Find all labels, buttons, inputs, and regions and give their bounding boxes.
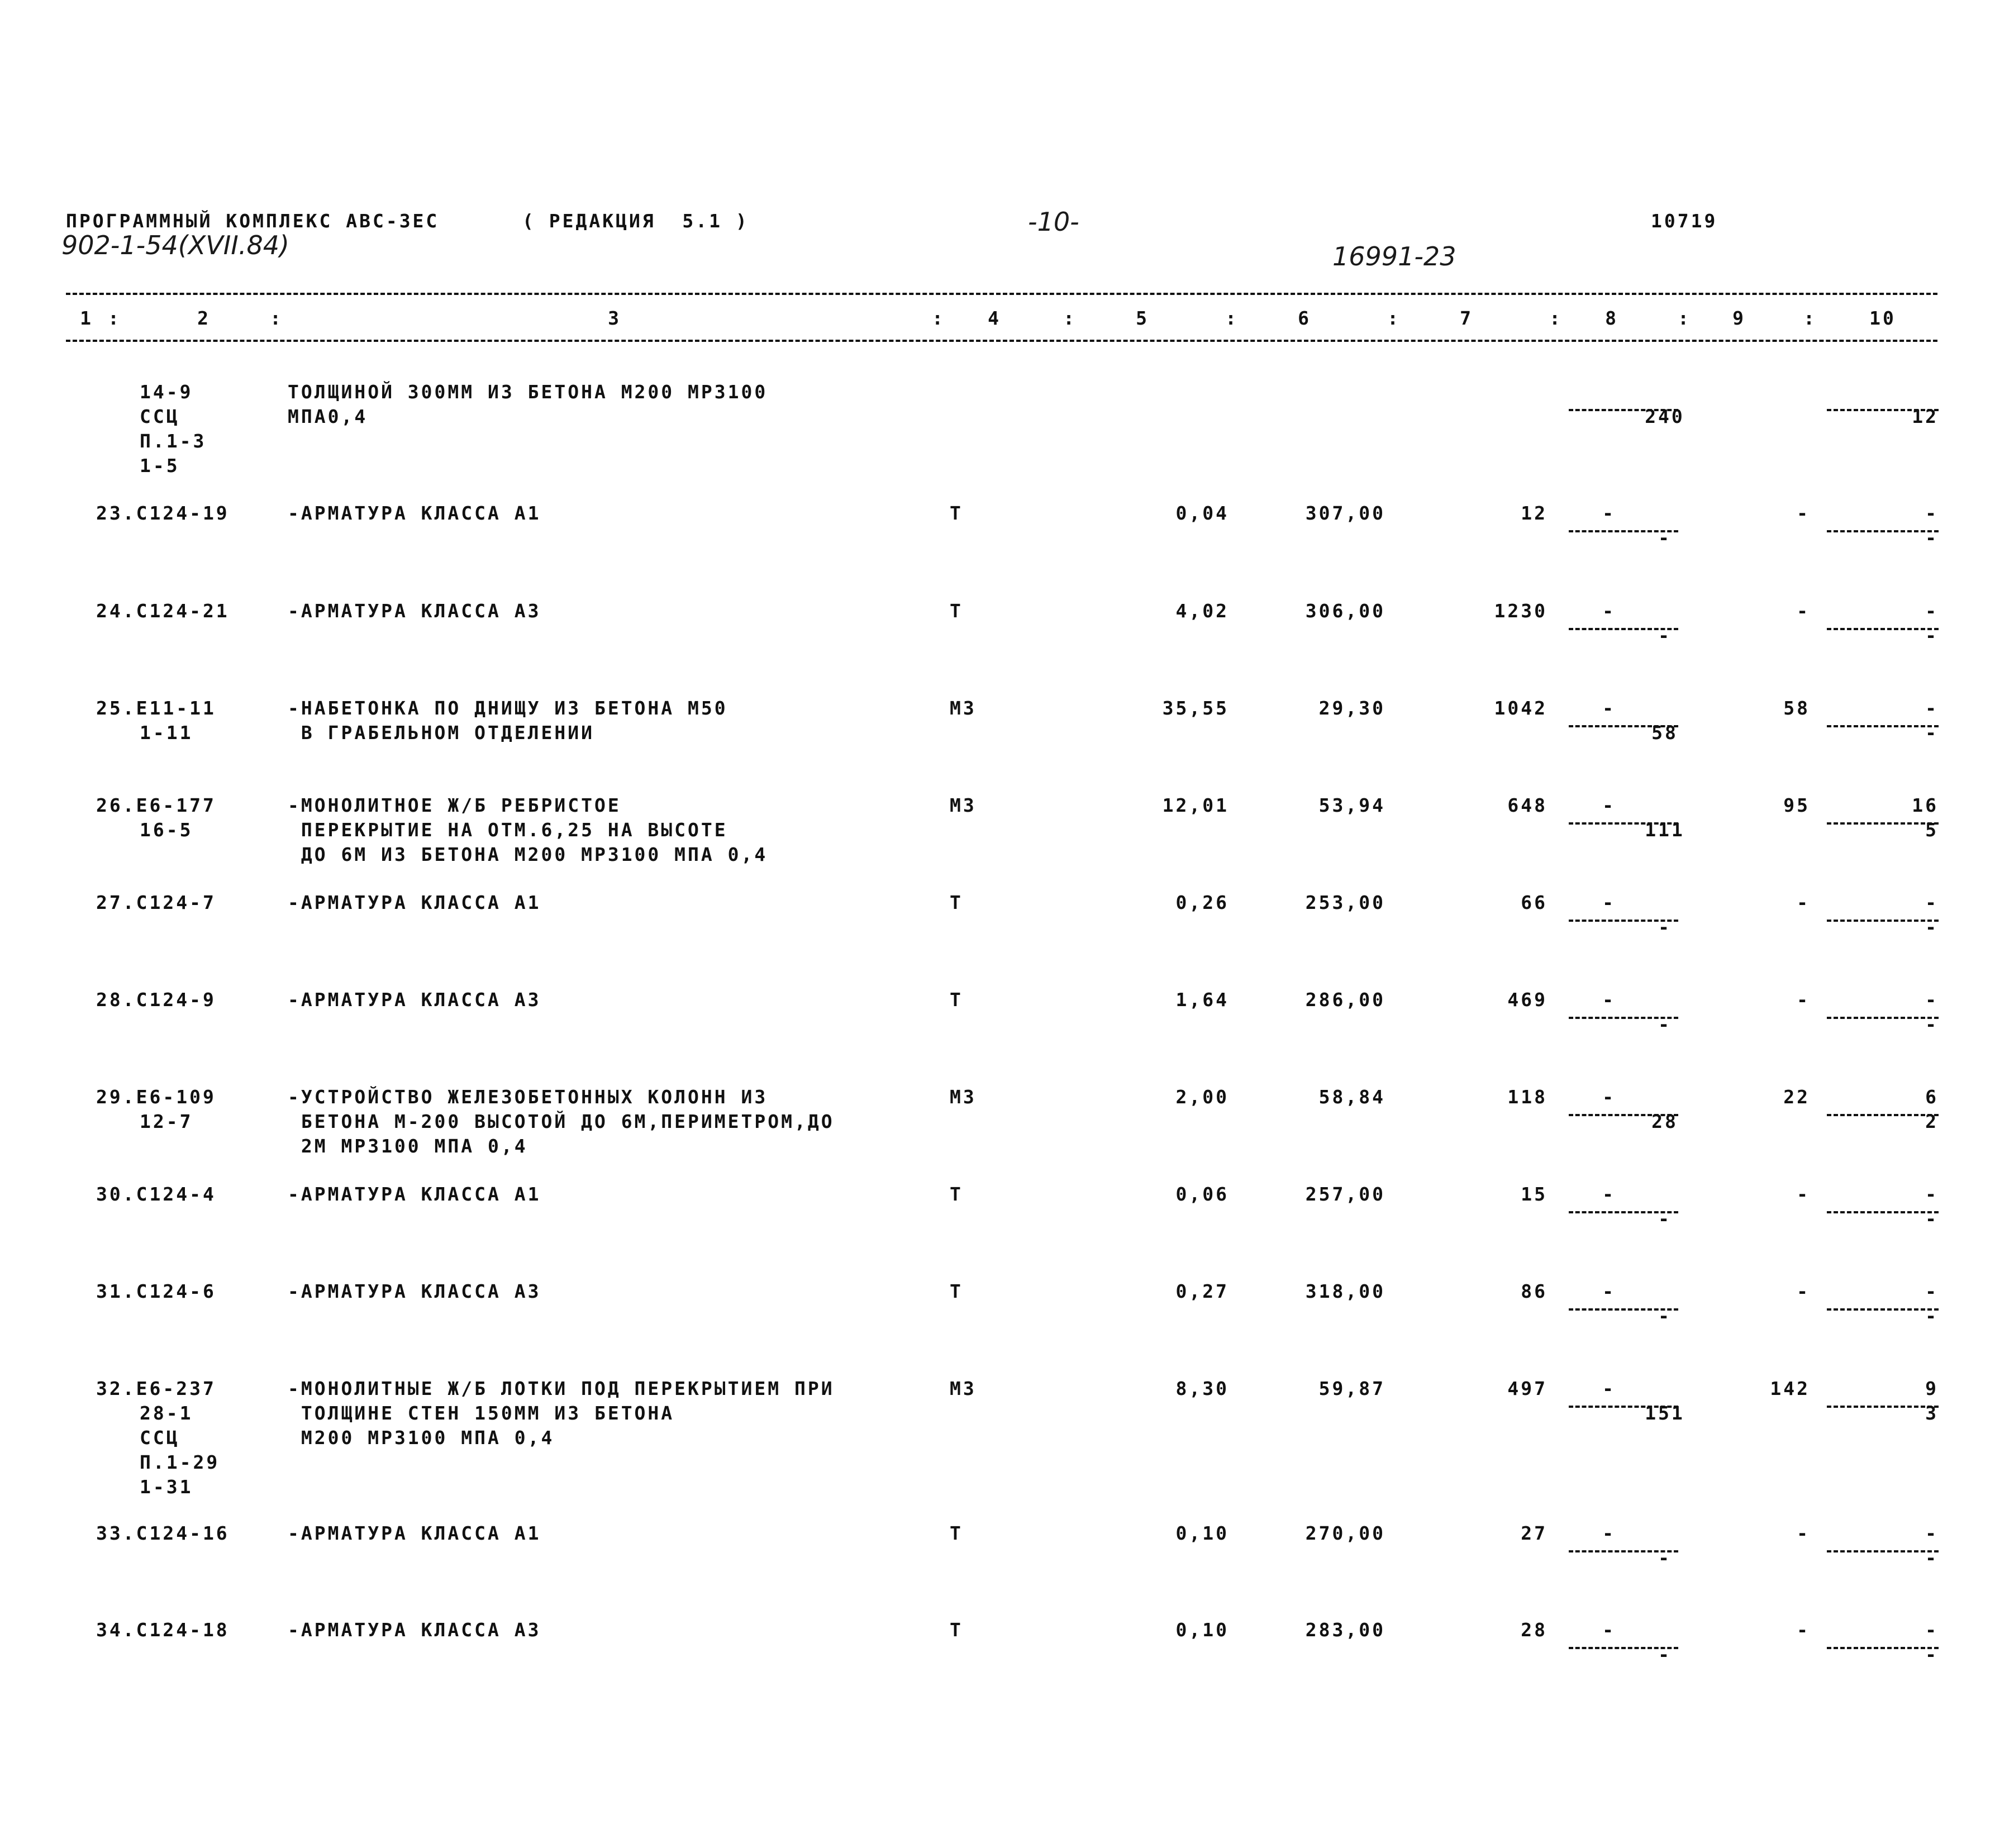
col8-bottom-value: 58: [1651, 722, 1678, 744]
total-cost-cell: 1042: [1494, 697, 1548, 719]
item-code: 25.Е11-11: [96, 697, 216, 719]
item-code: ССЦ: [140, 406, 180, 427]
col8-bottom-value: -: [1658, 1013, 1672, 1035]
total-cost-cell: 497: [1507, 1378, 1548, 1399]
item-description: ТОЛЩИНОЙ 300ММ ИЗ БЕТОНА М200 МРЗ100: [288, 381, 768, 403]
total-cost-cell: 118: [1507, 1086, 1548, 1108]
header-top-rule: [66, 293, 1937, 295]
col9-value: -: [1797, 502, 1810, 524]
col8-bottom-value: 28: [1651, 1111, 1678, 1132]
item-description: -УСТРОЙСТВО ЖЕЛЕЗОБЕТОННЫХ КОЛОНН ИЗ: [288, 1086, 768, 1108]
unit-price-cell: 58,84: [1318, 1086, 1385, 1108]
total-cost-cell: 1230: [1494, 600, 1548, 622]
col10-top-value: 9: [1925, 1378, 1939, 1399]
quantity-cell: 1,64: [1175, 989, 1229, 1011]
col9-value: -: [1797, 1619, 1810, 1641]
column-header-9: 9: [1732, 307, 1746, 329]
item-description: -МОНОЛИТНЫЕ Ж/Б ЛОТКИ ПОД ПЕРЕКРЫТИЕМ ПРИ: [288, 1378, 835, 1399]
item-code: 12-7: [140, 1111, 193, 1132]
item-description: В ГРАБЕЛЬНОМ ОТДЕЛЕНИИ: [288, 722, 594, 744]
col9-value: -: [1797, 1183, 1810, 1205]
unit-cell: Т: [950, 1619, 963, 1641]
quantity-cell: 0,10: [1175, 1619, 1229, 1641]
column-header-7: 7: [1460, 307, 1473, 329]
item-description: -АРМАТУРА КЛАССА А1: [288, 892, 541, 913]
column-header-5: 5: [1136, 307, 1149, 329]
col10-bottom-value: -: [1925, 625, 1939, 646]
item-description: -АРМАТУРА КЛАССА А1: [288, 1522, 541, 1544]
unit-price-cell: 286,00: [1305, 989, 1385, 1011]
quantity-cell: 0,04: [1175, 502, 1229, 524]
item-code: П.1-29: [140, 1451, 220, 1473]
item-description: 2М МРЗ100 МПА 0,4: [288, 1135, 528, 1157]
unit-price-cell: 59,87: [1318, 1378, 1385, 1399]
col10-top-value: 16: [1912, 794, 1939, 816]
column-separator: :: [1803, 307, 1817, 329]
col9-value: 58: [1783, 697, 1810, 719]
col9-value: -: [1797, 1280, 1810, 1302]
column-separator: :: [1225, 307, 1239, 329]
col8-bottom-value: -: [1658, 625, 1672, 646]
item-code: 31.С124-6: [96, 1280, 216, 1302]
col10-bottom-value: -: [1925, 1644, 1939, 1665]
col10-bottom-value: -: [1925, 916, 1939, 938]
total-cost-cell: 27: [1521, 1522, 1548, 1544]
col8-top-value: -: [1602, 892, 1616, 913]
item-code: 1-11: [140, 722, 193, 744]
item-description: М200 МРЗ100 МПА 0,4: [288, 1427, 555, 1449]
item-description: БЕТОНА М-200 ВЫСОТОЙ ДО 6М,ПЕРИМЕТРОМ,ДО: [288, 1111, 835, 1132]
col8-bottom-value: 111: [1645, 819, 1685, 841]
col8-top-value: -: [1602, 1522, 1616, 1544]
total-cost-cell: 28: [1521, 1619, 1548, 1641]
column-separator: :: [1549, 307, 1563, 329]
col8-top-value: -: [1602, 1619, 1616, 1641]
col10-top-value: -: [1925, 1280, 1939, 1302]
item-code: 34.С124-18: [96, 1619, 230, 1641]
column-header-8: 8: [1605, 307, 1618, 329]
total-cost-cell: 15: [1521, 1183, 1548, 1205]
column-header-4: 4: [988, 307, 1001, 329]
col9-value: 142: [1770, 1378, 1810, 1399]
edition-label: ( РЕДАКЦИЯ 5.1 ): [522, 210, 749, 232]
unit-price-cell: 307,00: [1305, 502, 1385, 524]
quantity-cell: 2,00: [1175, 1086, 1229, 1108]
header-bottom-rule: [66, 340, 1937, 342]
col10-bottom-value: 12: [1912, 406, 1939, 427]
column-separator: :: [1678, 307, 1691, 329]
unit-price-cell: 306,00: [1305, 600, 1385, 622]
unit-price-cell: 53,94: [1318, 794, 1385, 816]
col10-bottom-value: 5: [1925, 819, 1939, 841]
unit-price-cell: 283,00: [1305, 1619, 1385, 1641]
item-description: -АРМАТУРА КЛАССА А1: [288, 502, 541, 524]
col10-top-value: 6: [1925, 1086, 1939, 1108]
item-description: -МОНОЛИТНОЕ Ж/Б РЕБРИСТОЕ: [288, 794, 621, 816]
unit-cell: Т: [950, 600, 963, 622]
item-code: 16-5: [140, 819, 193, 841]
total-cost-cell: 66: [1521, 892, 1548, 913]
column-separator: :: [270, 307, 283, 329]
item-code: П.1-3: [140, 430, 207, 452]
col8-bottom-value: -: [1658, 1547, 1672, 1569]
item-description: ТОЛЩИНЕ СТЕН 150ММ ИЗ БЕТОНА: [288, 1402, 675, 1424]
col8-top-value: -: [1602, 502, 1616, 524]
item-code: 28.С124-9: [96, 989, 216, 1011]
col8-top-value: -: [1602, 1086, 1616, 1108]
col8-top-value: -: [1602, 794, 1616, 816]
item-code: 30.С124-4: [96, 1183, 216, 1205]
program-title: ПРОГРАММНЫЙ КОМПЛЕКС АВС-ЗЕС: [66, 210, 440, 232]
unit-cell: М3: [950, 697, 977, 719]
unit-cell: Т: [950, 1522, 963, 1544]
item-description: -АРМАТУРА КЛАССА А3: [288, 600, 541, 622]
column-separator: :: [932, 307, 945, 329]
column-header-6: 6: [1298, 307, 1311, 329]
item-code: 27.С124-7: [96, 892, 216, 913]
item-code: 1-5: [140, 455, 180, 477]
col10-top-value: -: [1925, 1522, 1939, 1544]
item-code: 14-9: [140, 381, 193, 403]
item-code: 28-1: [140, 1402, 193, 1424]
unit-cell: М3: [950, 1378, 977, 1399]
total-cost-cell: 469: [1507, 989, 1548, 1011]
col10-bottom-value: -: [1925, 722, 1939, 744]
handwritten-doc-number: 902-1-54(XVII.84): [61, 230, 289, 260]
col10-top-value: -: [1925, 1619, 1939, 1641]
item-description: -АРМАТУРА КЛАССА А3: [288, 1280, 541, 1302]
handwritten-sheet-number: 16991-23: [1332, 241, 1456, 272]
col10-bottom-value: 2: [1925, 1111, 1939, 1132]
unit-cell: Т: [950, 892, 963, 913]
quantity-cell: 0,26: [1175, 892, 1229, 913]
col8-bottom-value: 240: [1645, 406, 1685, 427]
unit-cell: М3: [950, 1086, 977, 1108]
col8-bottom-value: 151: [1645, 1402, 1685, 1424]
column-header-2: 2: [197, 307, 211, 329]
col9-value: 95: [1783, 794, 1810, 816]
item-code: 33.С124-16: [96, 1522, 230, 1544]
col10-bottom-value: -: [1925, 1305, 1939, 1327]
unit-price-cell: 270,00: [1305, 1522, 1385, 1544]
document-code: 10719: [1651, 210, 1718, 232]
unit-price-cell: 29,30: [1318, 697, 1385, 719]
col8-top-value: -: [1602, 1280, 1616, 1302]
col9-value: -: [1797, 892, 1810, 913]
column-separator: :: [1063, 307, 1077, 329]
unit-price-cell: 318,00: [1305, 1280, 1385, 1302]
total-cost-cell: 12: [1521, 502, 1548, 524]
unit-price-cell: 253,00: [1305, 892, 1385, 913]
col9-value: 22: [1783, 1086, 1810, 1108]
col8-top-value: -: [1602, 989, 1616, 1011]
item-description: -АРМАТУРА КЛАССА А3: [288, 989, 541, 1011]
col10-bottom-value: -: [1925, 1013, 1939, 1035]
item-description: МПА0,4: [288, 406, 368, 427]
col8-top-value: -: [1602, 600, 1616, 622]
col10-top-value: -: [1925, 989, 1939, 1011]
item-code: 24.С124-21: [96, 600, 230, 622]
unit-cell: М3: [950, 794, 977, 816]
col8-bottom-value: -: [1658, 916, 1672, 938]
col10-bottom-value: -: [1925, 1547, 1939, 1569]
unit-cell: Т: [950, 502, 963, 524]
col9-value: -: [1797, 1522, 1810, 1544]
col10-top-value: -: [1925, 892, 1939, 913]
item-code: 29.Е6-109: [96, 1086, 216, 1108]
col10-bottom-value: -: [1925, 527, 1939, 549]
col10-top-value: -: [1925, 502, 1939, 524]
quantity-cell: 0,10: [1175, 1522, 1229, 1544]
unit-price-cell: 257,00: [1305, 1183, 1385, 1205]
col9-value: -: [1797, 989, 1810, 1011]
item-code: 23.С124-19: [96, 502, 230, 524]
total-cost-cell: 648: [1507, 794, 1548, 816]
column-separator: :: [1387, 307, 1401, 329]
item-code: 1-31: [140, 1476, 193, 1498]
quantity-cell: 0,27: [1175, 1280, 1229, 1302]
item-code: ССЦ: [140, 1427, 180, 1449]
col8-bottom-value: -: [1658, 1305, 1672, 1327]
page-number: -10-: [1028, 207, 1079, 237]
col10-top-value: -: [1925, 600, 1939, 622]
item-description: -АРМАТУРА КЛАССА А3: [288, 1619, 541, 1641]
unit-cell: Т: [950, 989, 963, 1011]
total-cost-cell: 86: [1521, 1280, 1548, 1302]
item-description: ПЕРЕКРЫТИЕ НА ОТМ.6,25 НА ВЫСОТЕ: [288, 819, 728, 841]
unit-cell: Т: [950, 1280, 963, 1302]
column-header-3: 3: [608, 307, 621, 329]
column-header-10: 10: [1869, 307, 1896, 329]
quantity-cell: 12,01: [1162, 794, 1229, 816]
col8-top-value: -: [1602, 1183, 1616, 1205]
quantity-cell: 8,30: [1175, 1378, 1229, 1399]
col10-top-value: -: [1925, 1183, 1939, 1205]
item-code: 32.Е6-237: [96, 1378, 216, 1399]
item-description: ДО 6М ИЗ БЕТОНА М200 МРЗ100 МПА 0,4: [288, 844, 768, 865]
item-description: -НАБЕТОНКА ПО ДНИЩУ ИЗ БЕТОНА М50: [288, 697, 728, 719]
column-header-1: 1: [80, 307, 93, 329]
quantity-cell: 4,02: [1175, 600, 1229, 622]
col8-bottom-value: -: [1658, 527, 1672, 549]
col10-bottom-value: -: [1925, 1208, 1939, 1230]
unit-cell: Т: [950, 1183, 963, 1205]
col8-top-value: -: [1602, 1378, 1616, 1399]
column-separator: :: [108, 307, 121, 329]
col8-bottom-value: -: [1658, 1644, 1672, 1665]
col10-top-value: -: [1925, 697, 1939, 719]
col8-top-value: -: [1602, 697, 1616, 719]
quantity-cell: 35,55: [1162, 697, 1229, 719]
item-description: -АРМАТУРА КЛАССА А1: [288, 1183, 541, 1205]
item-code: 26.Е6-177: [96, 794, 216, 816]
quantity-cell: 0,06: [1175, 1183, 1229, 1205]
col8-bottom-value: -: [1658, 1208, 1672, 1230]
col10-bottom-value: 3: [1925, 1402, 1939, 1424]
col9-value: -: [1797, 600, 1810, 622]
